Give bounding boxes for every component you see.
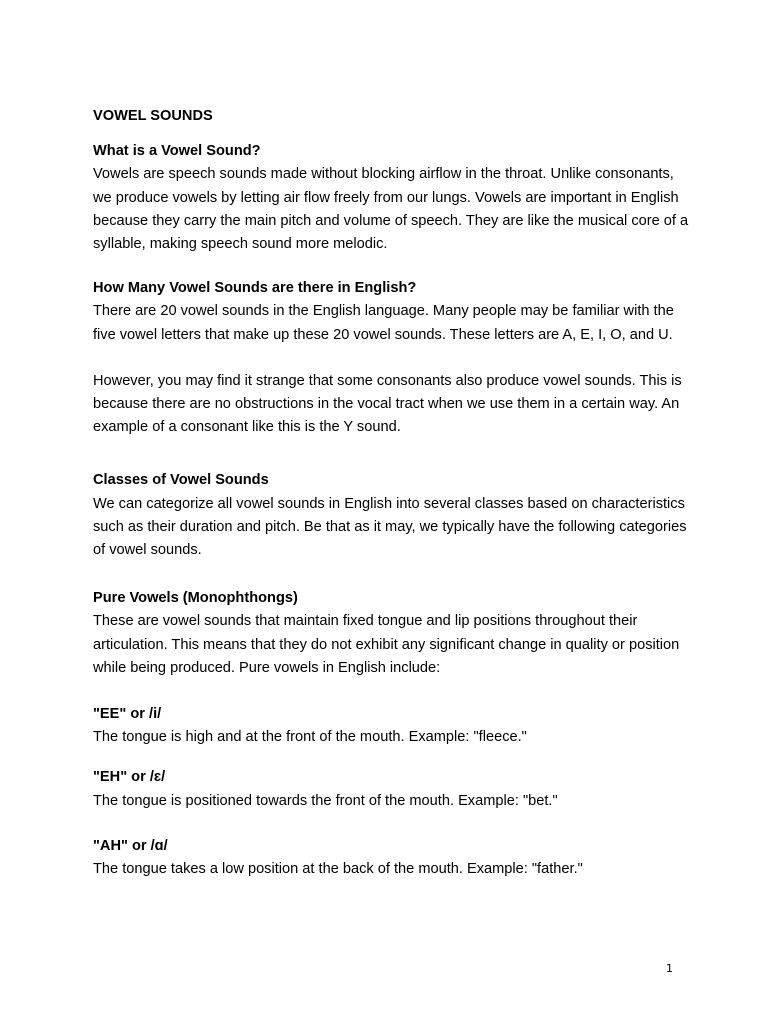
section-heading: Classes of Vowel Sounds — [93, 472, 269, 489]
section-paragraph: However, you may find it strange that some consonants also produce vowel sounds. This is because there are no obstructions in the vocal tract when we use them in a certain way. An example of a consonant like this is the Y sound. — [93, 372, 682, 436]
section-how-many-vowel-sounds — [93, 277, 693, 439]
page-number: 1 — [666, 962, 673, 975]
vowel-description: The tongue is high and at the front of the mouth. Example: "fleece." — [93, 729, 527, 746]
vowel-heading: "AH" or /ɑ/ — [93, 837, 168, 854]
section-what-is-vowel-sound — [93, 140, 693, 256]
section-paragraph: These are vowel sounds that maintain fixed tongue and lip positions throughout their articulation. This means that they do not exhibit any significant change in quality or position while being produced. Pure vowels in English include: — [93, 613, 680, 676]
section-paragraph: There are 20 vowel sounds in the English language. Many people may be familiar with the five vowel letters that make up these 20 vowel sounds. These letters are A, E, I, O, and U. — [93, 303, 674, 343]
section-heading: How Many Vowel Sounds are there in English? — [93, 280, 417, 297]
section-paragraph: Vowels are speech sounds made without blocking airflow in the throat. Unlike consonants, we produce vowels by letting air flow freely from our lungs. Vowels are important in English because they carry the main pitch and volume of speech. They are like the musical core of a syllable, making speech sound more melodic. — [93, 166, 689, 253]
vowel-entry-ee — [93, 703, 693, 749]
section-pure-vowels — [93, 587, 693, 680]
vowel-entry-eh — [93, 766, 693, 812]
vowel-entry-ah — [93, 835, 693, 881]
document-title: VOWEL SOUNDS — [93, 108, 213, 124]
vowel-description: The tongue takes a low position at the back of the mouth. Example: "father." — [93, 861, 583, 878]
section-paragraph: We can categorize all vowel sounds in English into several classes based on characteristics such as their duration and pitch. Be that as it may, we typically have the following categories of vowel sounds. — [93, 495, 687, 559]
section-heading: What is a Vowel Sound? — [93, 143, 261, 160]
section-classes-of-vowel-sounds — [93, 469, 693, 562]
vowel-description: The tongue is positioned towards the front of the mouth. Example: "bet." — [93, 792, 558, 809]
document-page — [93, 105, 693, 881]
vowel-heading: "EH" or /ɛ/ — [93, 769, 166, 786]
vowel-heading: "EE" or /i/ — [93, 706, 162, 723]
section-heading: Pure Vowels (Monophthongs) — [93, 590, 298, 607]
